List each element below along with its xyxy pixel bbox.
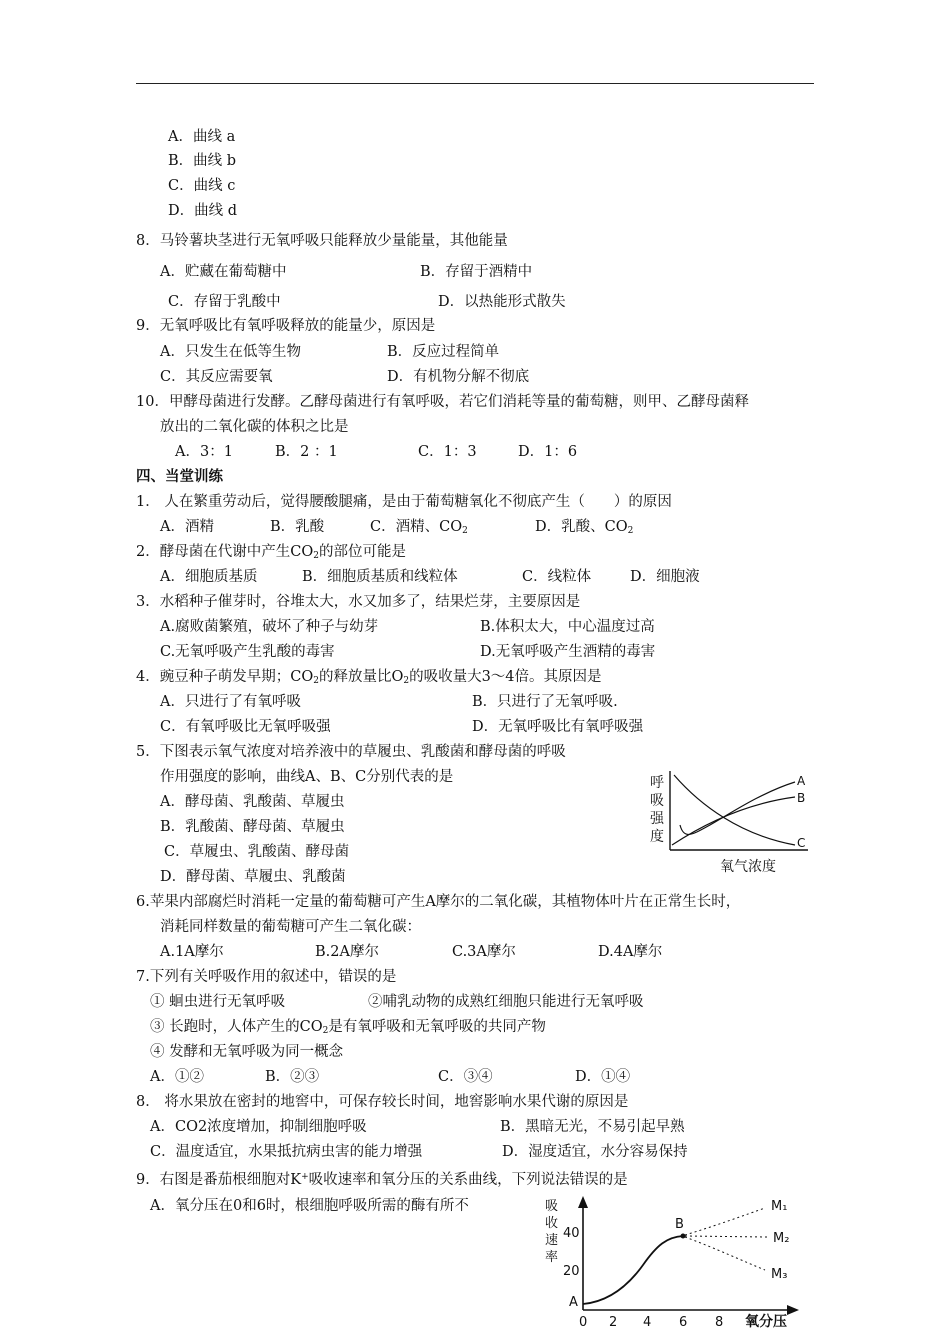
t2-option-d: D．细胞液 [630, 569, 700, 585]
t5-curve-label-b: B [797, 791, 806, 805]
header-rule [136, 83, 814, 84]
t4-option-c: C．有氧呼吸比无氧呼吸强 [160, 719, 331, 735]
t5-curve-b [672, 797, 795, 845]
t7-stem: 7.下列有关呼吸作用的叙述中，错误的是 [136, 969, 397, 985]
q10-option-c: C．1：3 [418, 444, 477, 460]
t7-option-b: B．②③ [265, 1069, 320, 1085]
t9-main-curve [583, 1236, 683, 1304]
t8-option-c: C．温度适宜，水果抵抗病虫害的能力增强 [150, 1144, 423, 1160]
t5-curve-a [680, 782, 795, 834]
t7-statement-3: ③ 长跑时，人体产生的$CO_2$是有氧呼吸和无氧呼吸的共同产物 [150, 1019, 546, 1036]
t9-absorption-chart [535, 1190, 835, 1344]
t7-option-a: A．①② [150, 1069, 204, 1085]
q8-option-b: B．存留于酒精中 [420, 264, 533, 280]
t9-xtick-8: 8 [715, 1315, 724, 1330]
t9-label-m2: M₂ [773, 1231, 790, 1246]
q8-option-d: D．以热能形式散失 [438, 294, 566, 310]
t6-option-d: D.4A摩尔 [598, 944, 663, 960]
t5-option-d: D．酵母菌、草履虫、乳酸菌 [160, 869, 346, 885]
t3-option-b: B.体积太大，中心温度过高 [480, 619, 655, 635]
t9-xtick-0: 0 [579, 1315, 588, 1330]
prev-option-d: D．曲线 d [168, 203, 238, 219]
q8-stem: 8．马铃薯块茎进行无氧呼吸只能释放少量能量，其他能量 [136, 233, 508, 249]
t7-statement-2: ②哺乳动物的成熟红细胞只能进行无氧呼吸 [368, 994, 644, 1010]
prev-option-c: C．曲线 c [168, 178, 236, 194]
t9-ylabel-3: 速 [545, 1233, 559, 1248]
t5-option-b: B．乳酸菌、酵母菌、草履虫 [160, 819, 345, 835]
t9-curve-m3 [685, 1237, 765, 1270]
t5-curve-label-a: A [797, 774, 806, 788]
t4-option-d: D．无氧呼吸比有氧呼吸强 [472, 719, 644, 735]
t9-xtick-2: 2 [609, 1315, 618, 1330]
t8-option-b: B．黑暗无光，不易引起早熟 [500, 1119, 685, 1135]
t3-option-c: C.无氧呼吸产生乳酸的毒害 [160, 644, 335, 660]
t9-label-m3: M₃ [771, 1267, 788, 1282]
t5-option-a: A．酵母菌、乳酸菌、草履虫 [160, 794, 345, 810]
prev-option-b: B．曲线 b [168, 153, 237, 169]
t9-point-b-label: B [675, 1217, 684, 1232]
t2-option-b: B．细胞质基质和线粒体 [302, 569, 458, 585]
t1-option-d: D．乳酸、$CO_2$ [535, 519, 634, 536]
t5-ylabel-3: 强 [650, 811, 664, 827]
t9-xtick-4: 4 [643, 1315, 652, 1330]
t9-ylabel-2: 收 [545, 1216, 559, 1231]
t3-option-d: D.无氧呼吸产生酒精的毒害 [480, 644, 656, 660]
t5-stem-line1: 5．下图表示氧气浓度对培养液中的草履虫、乳酸菌和酵母菌的呼吸 [136, 744, 566, 760]
t9-curve-m1 [685, 1208, 765, 1235]
t1-option-b: B．乳酸 [270, 519, 325, 535]
t9-point-a-label: A [569, 1295, 578, 1310]
q9-stem: 9．无氧呼吸比有氧呼吸释放的能量少，原因是 [136, 318, 436, 334]
t4-stem: 4．豌豆种子萌发早期；$CO_2$的释放量比$O_2$的吸收量大3～4倍。其原因是 [136, 669, 602, 686]
q10-option-a: A．3：1 [175, 444, 233, 460]
t9-xtick-6: 6 [679, 1315, 688, 1330]
t9-x-arrow [787, 1305, 799, 1315]
t9-ylabel-4: 率 [545, 1250, 559, 1265]
t5-ylabel-4: 度 [650, 829, 664, 845]
t8-option-a: A．CO2浓度增加，抑制细胞呼吸 [150, 1119, 367, 1135]
t1-stem: 1． 人在繁重劳动后，觉得腰酸腿痛，是由于葡萄糖氧化不彻底产生（ ）的原因 [136, 494, 672, 510]
t6-stem-line2: 消耗同样数量的葡萄糖可产生二氧化碳： [160, 919, 421, 935]
t6-option-a: A.1A摩尔 [160, 944, 224, 960]
t6-option-b: B.2A摩尔 [315, 944, 379, 960]
t2-option-c: C．线粒体 [522, 569, 592, 585]
q9-option-b: B．反应过程简单 [387, 344, 500, 360]
t5-stem-line2: 作用强度的影响，曲线A、B、C分别代表的是 [160, 769, 454, 785]
t5-option-c: C．草履虫、乳酸菌、酵母菌 [164, 844, 350, 860]
t5-ylabel-2: 吸 [650, 793, 664, 809]
t2-stem: 2．酵母菌在代谢中产生$CO_2$的部位可能是 [136, 544, 406, 561]
t9-ytick-20: 20 [563, 1264, 580, 1279]
t4-option-b: B．只进行了无氧呼吸. [472, 694, 618, 710]
t9-label-m1: M₁ [771, 1199, 788, 1214]
q9-option-d: D．有机物分解不彻底 [387, 369, 530, 385]
t7-statement-4: ④ 发酵和无氧呼吸为同一概念 [150, 1044, 344, 1060]
t9-ytick-40: 40 [563, 1226, 580, 1241]
section-title: 四、当堂训练 [136, 469, 223, 485]
t9-point-b [681, 1234, 686, 1239]
q10-option-d: D．1：6 [518, 444, 578, 460]
t9-option-a: A．氧分压在0和6时，根细胞呼吸所需的酶有所不 [150, 1198, 469, 1214]
prev-option-a: A．曲线 a [168, 129, 236, 145]
t1-option-c: C．酒精、$CO_2$ [370, 519, 468, 536]
t6-stem-line1: 6.苹果内部腐烂时消耗一定量的葡萄糖可产生A摩尔的二氧化碳，其植物体叶片在正常生长时， [136, 894, 741, 910]
t5-ylabel-1: 呼 [650, 775, 664, 791]
t8-stem: 8． 将水果放在密封的地窖中，可保存较长时间，地窖影响水果代谢的原因是 [136, 1094, 629, 1110]
q8-option-a: A．贮藏在葡萄糖中 [160, 264, 287, 280]
q9-option-a: A．只发生在低等生物 [160, 344, 301, 360]
t7-option-d: D．①④ [575, 1069, 631, 1085]
q10-stem-line1: 10．甲酵母菌进行发酵。乙酵母菌进行有氧呼吸，若它们消耗等量的葡萄糖，则甲、乙酵母菌释 [136, 394, 749, 410]
t6-option-c: C.3A摩尔 [452, 944, 516, 960]
t7-statement-1: ① 蛔虫进行无氧呼吸 [150, 994, 286, 1010]
t7-option-c: C．③④ [438, 1069, 493, 1085]
t5-xlabel: 氧气浓度 [720, 859, 776, 875]
t5-curve-label-c: C [797, 836, 806, 850]
t4-option-a: A．只进行了有氧呼吸 [160, 694, 301, 710]
q9-option-c: C．其反应需要氧 [160, 369, 273, 385]
t8-option-d: D．湿度适宜，水分容易保持 [502, 1144, 688, 1160]
q10-stem-line2: 放出的二氧化碳的体积之比是 [160, 419, 349, 435]
t9-stem: 9．右图是番茄根细胞对K+吸收速率和氧分压的关系曲线，下列说法错误的是 [136, 1172, 628, 1188]
t3-option-a: A.腐败菌繁殖，破坏了种子与幼芽 [160, 619, 379, 635]
t9-y-arrow [578, 1196, 588, 1208]
t5-respiration-chart [640, 765, 820, 880]
t1-option-a: A．酒精 [160, 519, 214, 535]
q10-option-b: B．2 ：1 [275, 444, 338, 460]
t2-option-a: A．细胞质基质 [160, 569, 258, 585]
t9-curve-m2 [685, 1236, 767, 1237]
t9-xlabel: 氧分压 [745, 1314, 787, 1330]
t3-stem: 3．水稻种子催芽时，谷堆太大，水又加多了，结果烂芽，主要原因是 [136, 594, 581, 610]
t9-ylabel-1: 吸 [545, 1199, 559, 1214]
q8-option-c: C．存留于乳酸中 [168, 294, 281, 310]
